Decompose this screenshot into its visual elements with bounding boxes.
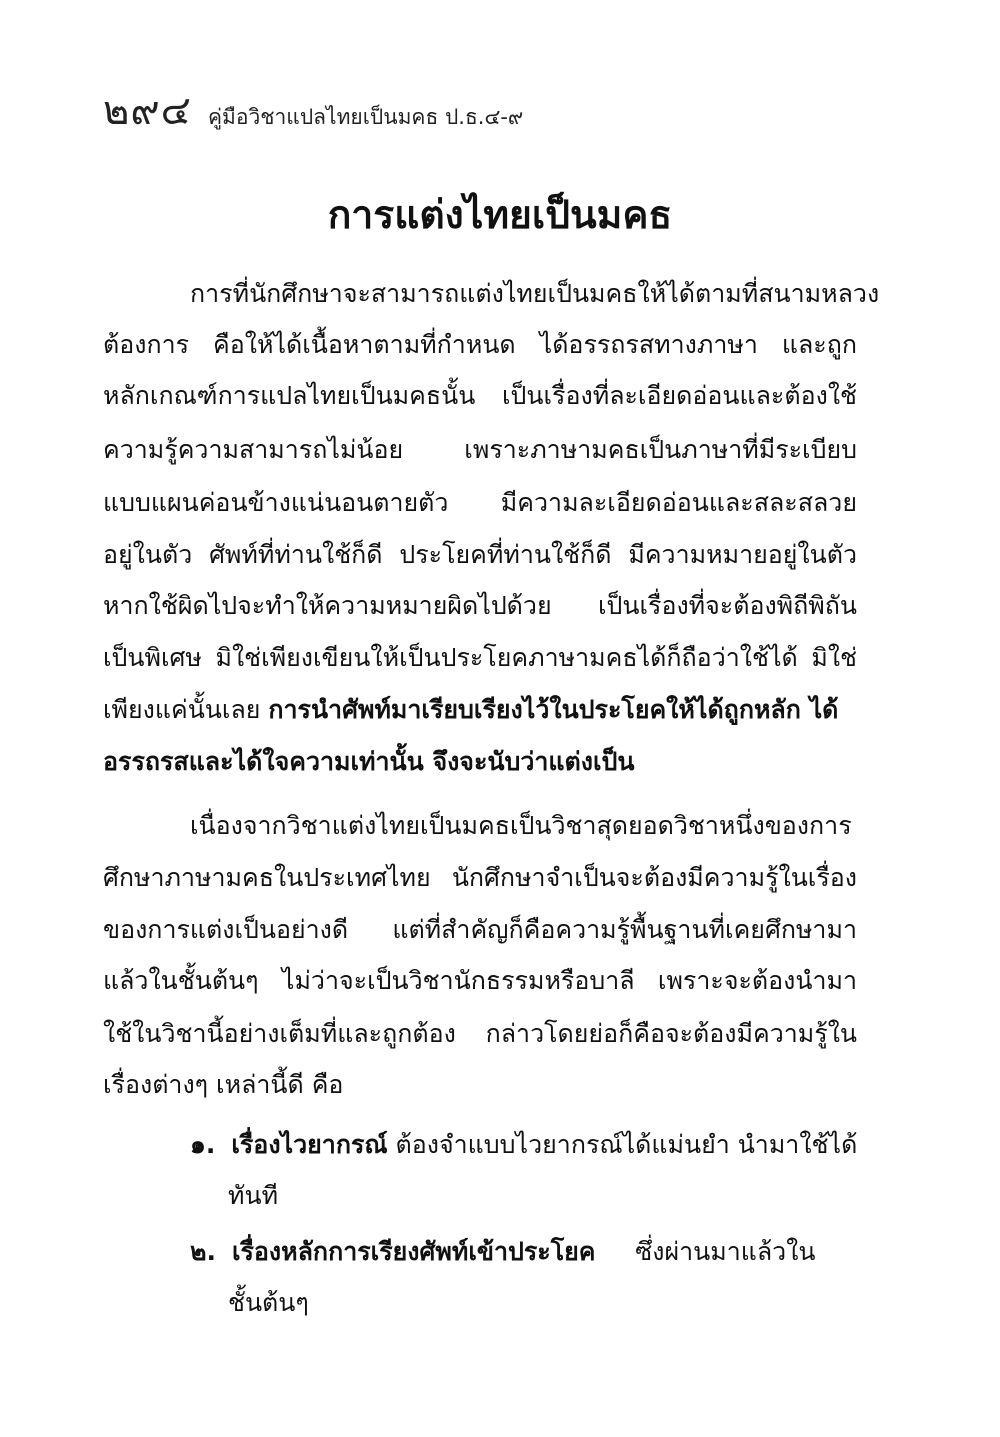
paragraph-line: ความรู้ความสามารถไม่น้อย เพราะภาษามคธเป็นภาษาที่มีระเบียบ xyxy=(103,435,857,464)
paragraph-line: หากใช้ผิดไปจะทำให้ความหมายผิดไปด้วย เป็นเรื่องที่จะต้องพิถีพิถัน xyxy=(103,591,857,620)
list-item-continuation: ทันที xyxy=(228,1181,279,1210)
paragraph-line: หลักเกณฑ์การแปลไทยเป็นมคธนั้น เป็นเรื่องที่ละเอียดอ่อนและต้องใช้ xyxy=(103,381,857,410)
list-item-continuation: ชั้นต้นๆ xyxy=(228,1288,309,1317)
list-item-1 xyxy=(190,1125,857,1165)
paragraph-line: การที่นักศึกษาจะสามารถแต่งไทยเป็นมคธให้ได้ตามที่สนามหลวง xyxy=(190,279,880,308)
paragraph-line: เนื่องจากวิชาแต่งไทยเป็นมคธเป็นวิชาสุดยอดวิชาหนึ่งของการ xyxy=(190,811,852,840)
emphasis-line: อรรถรสและได้ใจความเท่านั้น จึงจะนับว่าแต่งเป็น xyxy=(103,747,635,776)
paragraph-line: ใช้ในวิชานี้อย่างเต็มที่และถูกต้อง กล่าวโดยย่อก็คือจะต้องมีความรู้ใน xyxy=(103,1019,857,1048)
paragraph-line: แบบแผนค่อนข้างแน่นอนตายตัว มีความละเอียดอ่อนและสละสลวย xyxy=(103,488,857,517)
paragraph-line-mixed xyxy=(103,690,838,730)
list-text: ต้องจำแบบไวยากรณ์ได้แม่นยำ นำมาใช้ได้ xyxy=(387,1130,858,1159)
list-item-2 xyxy=(190,1232,816,1272)
paragraph-line: ศึกษาภาษามคธในประเทศไทย นักศึกษาจำเป็นจะต้องมีความรู้ในเรื่อง xyxy=(103,863,857,892)
paragraph-line: อยู่ในตัว ศัพท์ที่ท่านใช้ก็ดี ประโยคที่ท่านใช้ก็ดี มีความหมายอยู่ในตัว xyxy=(103,540,857,569)
paragraph-line: ของการแต่งเป็นอย่างดี แต่ที่สำคัญก็คือความรู้พื้นฐานที่เคยศึกษามา xyxy=(103,915,857,944)
list-number: ๒. xyxy=(190,1237,216,1266)
list-number: ๑. xyxy=(190,1130,216,1159)
list-heading: เรื่องไวยากรณ์ xyxy=(231,1130,388,1159)
page-number: ๒๙๔ xyxy=(103,88,192,134)
plain-text: เพียงแค่นั้นเลย xyxy=(103,695,269,724)
list-text: ซึ่งผ่านมาแล้วใน xyxy=(595,1237,816,1266)
paragraph-line: เป็นพิเศษ มิใช่เพียงเขียนให้เป็นประโยคภาษามคธได้ก็ถือว่าใช้ได้ มิใช่ xyxy=(103,643,857,672)
book-title: คู่มือวิชาแปลไทยเป็นมคธ ป.ธ.๔-๙ xyxy=(207,105,524,129)
running-header xyxy=(103,78,523,142)
paragraph-line: เรื่องต่างๆ เหล่านี้ดี คือ xyxy=(103,1070,344,1099)
paragraph-line: แล้วในชั้นต้นๆ ไม่ว่าจะเป็นวิชานักธรรมหรือบาลี เพราะจะต้องนำมา xyxy=(103,966,857,995)
emphasis-text: การนำศัพท์มาเรียบเรียงไว้ในประโยคให้ได้ถูกหลัก ได้ xyxy=(268,695,839,724)
list-heading: เรื่องหลักการเรียงศัพท์เข้าประโยค xyxy=(231,1237,596,1266)
paragraph-line: ต้องการ คือให้ได้เนื้อหาตามที่กำหนด ได้อรรถรสทางภาษา และถูก xyxy=(103,330,857,359)
chapter-title: การแต่งไทยเป็นมคธ xyxy=(327,193,673,238)
